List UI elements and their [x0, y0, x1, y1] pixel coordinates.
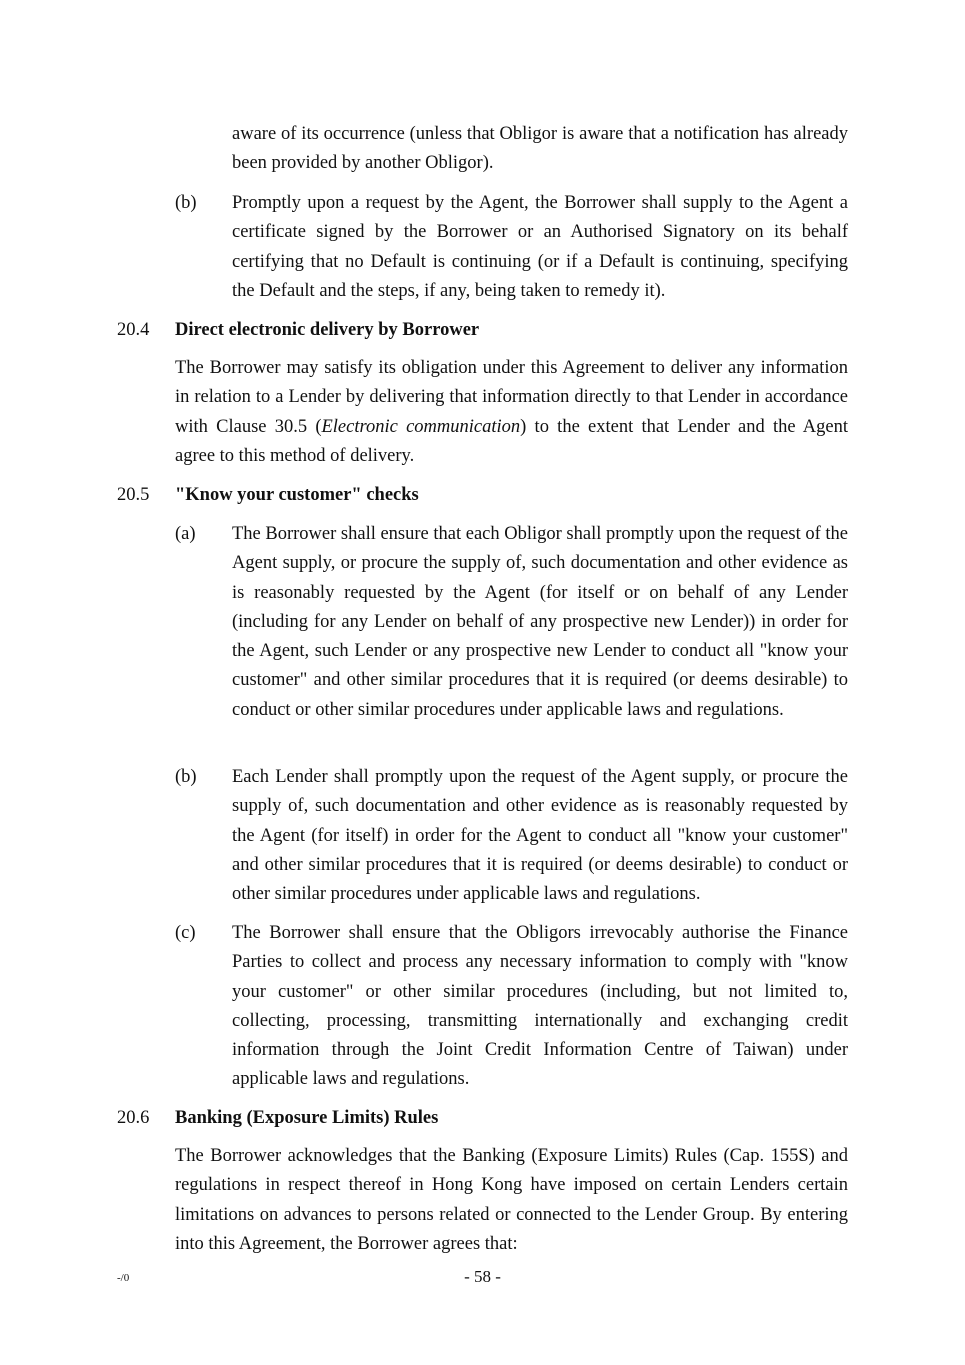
clause-20-4-body-pre: The Borrower may satisfy its obligation under this Agreement to deliver any information in relation to a Lender by delivering that information directly to that Lender in accordance with Clause 30.5 (	[175, 358, 848, 437]
clause-20-5-item-b-text: Each Lender shall promptly upon the request of the Agent supply, or procure the supply of, such documentation and other evidence as is reasonably requested by the Agent (for itself) in order for the Agent to conduct all "know your customer" and other similar procedures that it is required (or deems desirable) to conduct or other similar procedures under applicable laws and regulations.	[232, 767, 848, 905]
clause-20-6-title: Banking (Exposure Limits) Rules	[175, 1108, 439, 1128]
footer-doc-ref: -/0	[117, 1272, 130, 1284]
clause-20-4-number: 20.4	[117, 320, 150, 340]
continuation-paragraph: aware of its occurrence (unless that Obligor is aware that a notification has already been provided by another Obligor).	[232, 124, 848, 174]
clause-20-5-item-c-label: (c)	[175, 923, 196, 943]
clause-20-4-body	[175, 354, 848, 471]
page-number: - 58 -	[464, 1267, 501, 1286]
item-b-label: (b)	[175, 193, 197, 213]
item-b-text: Promptly upon a request by the Agent, the Borrower shall supply to the Agent a certificate signed by the Borrower or an Authorised Signatory on its behalf certifying that no Default is continuing (or if a Default is continuing, specifying the Default and the steps, if any, being taken to remedy it).	[232, 193, 848, 301]
clause-20-5-item-c-text: The Borrower shall ensure that the Obligors irrevocably authorise the Finance Parties to collect and process any necessary information to comply with "know your customer" or other similar procedures (including, but not limited to, collecting, processing, transmitting internationally and exchanging credit information through the Joint Credit Information Centre of Taiwan) under applicable laws and regulations.	[232, 923, 848, 1090]
clause-20-6-body: The Borrower acknowledges that the Banking (Exposure Limits) Rules (Cap. 155S) and regulations in respect thereof in Hong Kong have imposed on certain Lenders certain limitations on advances to persons related or connected to the Lender Group. By entering into this Agreement, the Borrower agrees that:	[175, 1146, 848, 1254]
clause-20-4-body-italic: Electronic communication	[321, 416, 521, 437]
clause-20-5-item-b-label: (b)	[175, 767, 197, 787]
clause-20-5-item-a-text: The Borrower shall ensure that each Obligor shall promptly upon the request of the Agent supply, or procure the supply of, such documentation and other evidence as is reasonably requested by the Agent (for itself or on behalf of any Lender (including for any Lender on behalf of any prospective new Lender)) in order for the Agent, such Lender or any prospective new Lender to conduct all "know your customer" and other similar procedures that it is required (or deems desirable) to conduct or other similar procedures under applicable laws and regulations.	[232, 524, 848, 720]
clause-20-5-item-a-label: (a)	[175, 524, 196, 544]
clause-20-5-number: 20.5	[117, 485, 150, 505]
clause-20-5-title: "Know your customer" checks	[175, 485, 419, 505]
clause-20-4-body-post: ) to the extent that Lender and the Agent agree to this method of delivery.	[175, 416, 849, 466]
clause-20-6-number: 20.6	[117, 1108, 150, 1128]
clause-20-4-title: Direct electronic delivery by Borrower	[175, 320, 480, 340]
